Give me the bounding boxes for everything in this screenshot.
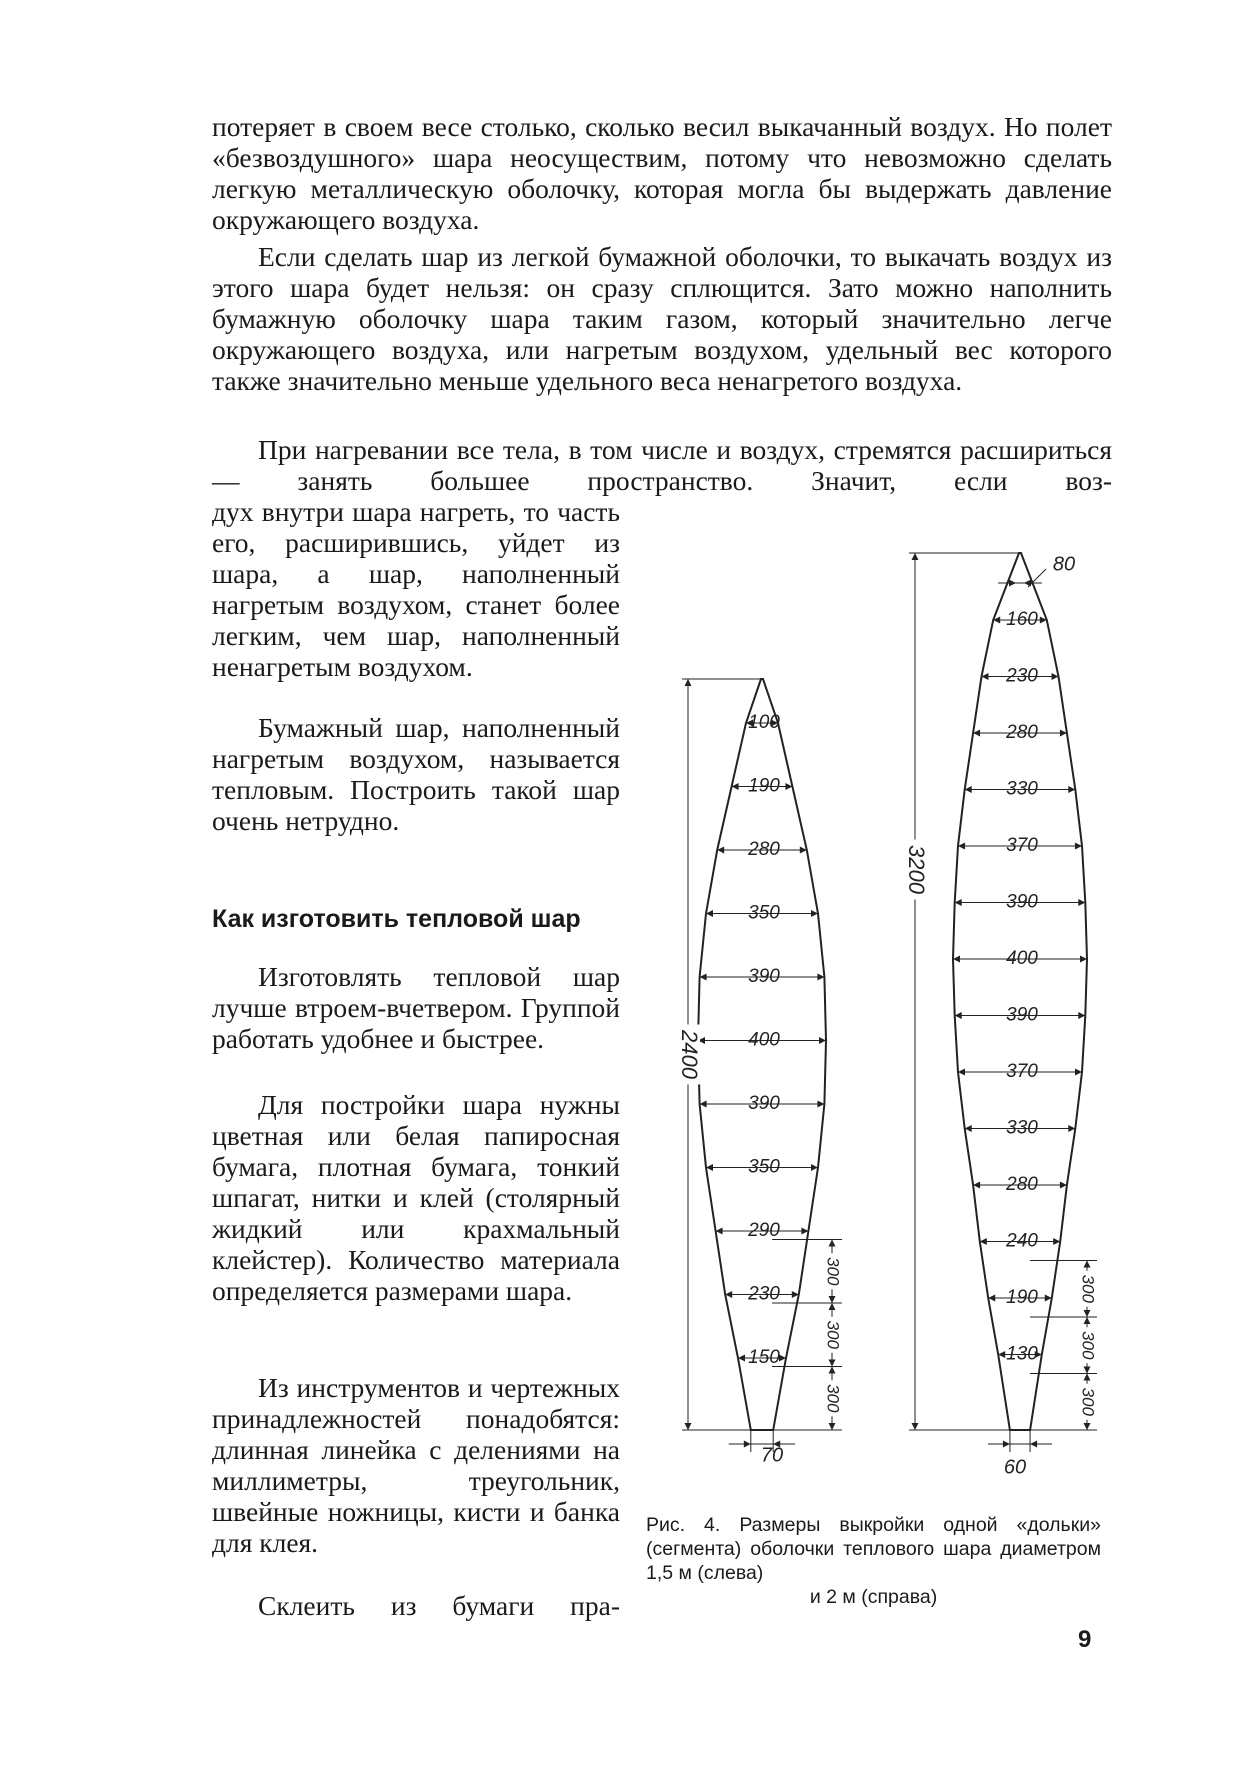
right_gore-top-width-label: 80 [1052,553,1076,576]
paragraph-3-start: При нагревании все тела, в том числе и воздух, стремятся расшириться — занять большее пространство. Значит, если воз- [212,434,1112,496]
paragraph-2: Если сделать шар из легкой бумажной оболочки, то выкачать воздух из этого шара будет нельзя: он сразу сплющится. Зато можно наполнить бумажную оболочку шара таким газом, который значительно легче окружающего воздуха, или нагретым воздухом, удельный вес которого также значительно меньше удельного веса ненагретого воздуха. [212,241,1112,396]
left_gore-width-label: 390 [748,966,780,988]
paragraph-5: Изготовлять тепловой шар лучше втроем-вчетвером. Группой работать удобнее и быстрее. [212,961,620,1054]
left_gore-spacing-arrow [829,1423,836,1430]
left_gore-width-label: 290 [748,1220,780,1242]
right_gore-width-label: 370 [1006,835,1038,857]
right_gore-spacing-arrow [1084,1374,1091,1381]
left_gore-spacing-arrow [829,1240,836,1247]
left_gore-spacing-arrow [829,1367,836,1374]
figure-caption [646,1513,1101,1609]
right_gore-bottom-width-label: 60 [1003,1456,1027,1479]
right_gore-width-label: 130 [1006,1343,1038,1365]
right_gore-width-label: 370 [1006,1061,1038,1083]
right_gore-width-label: 190 [1006,1287,1038,1309]
paragraph-8: Склеить из бумаги пра- [258,1590,620,1621]
right_gore-width-label: 390 [1006,1004,1038,1026]
left_gore-width-label: 350 [748,1156,780,1178]
page-number: 9 [1078,1626,1092,1653]
right_gore-width-label: 330 [1006,1117,1038,1139]
left_gore-width-label: 150 [748,1347,780,1369]
right_gore-spacing-label: 300 [1078,1387,1098,1416]
right_gore-width-label: 230 [1006,665,1038,687]
right_gore-height-arrow [912,553,919,560]
paragraph-6: Для постройки шара нужны цветная или белая папиросная бумага, плотная бумага, тонкий шпагат, нитки и клей (столярный жидкий или крахмальный клейстер). Количество материала определяется размерами шара. [212,1089,620,1306]
right_gore-height-label: 3200 [904,845,930,894]
right_gore-spacing-arrow [1084,1317,1091,1324]
right_gore-spacing-arrow [1084,1367,1091,1374]
left_gore-width-label: 350 [748,902,780,924]
right_gore-width-label: 240 [1006,1230,1038,1252]
left_gore-height-label: 2400 [677,1030,703,1079]
left_gore-spacing-label: 300 [823,1320,843,1349]
left_gore-width-label: 230 [748,1283,780,1305]
left_gore-spacing-arrow [829,1360,836,1367]
left_gore-spacing-arrow [829,1296,836,1303]
left_gore-spacing-label: 300 [823,1257,843,1286]
right_gore-bottom-width-arrow [1003,1441,1010,1448]
right_gore-spacing-label: 300 [1078,1274,1098,1303]
gore-pattern-drawing [650,535,1120,1510]
figure-caption-last: и 2 м (справа) [809,1586,938,1608]
right_gore-height-arrow [912,1423,919,1430]
right_gore-spacing-arrow [1084,1423,1091,1430]
right_gore-width-label: 160 [1006,609,1038,631]
section-heading: Как изготовить тепловой шар [212,905,581,933]
right_gore-width-label: 280 [1006,1174,1038,1196]
left_gore-width-label: 190 [748,775,780,797]
right_gore-width-label: 390 [1006,891,1038,913]
right_gore-spacing-arrow [1084,1310,1091,1317]
paragraph-7: Из инструментов и чертежных принадлежностей понадобятся: длинная линейка с делениями на миллиметры, треугольник, швейные ножницы, кисти и банка для клея. [212,1372,620,1558]
paragraph-1: потеряет в своем весе столько, сколько весил выкачанный воздух. Но полет «безвоздушного» шара неосуществим, потому что невозможно сделать легкую металлическую оболочку, которая могла бы выдержать давление окружающего воздуха. [212,111,1112,235]
right_gore-bottom-width-arrow [1030,1441,1037,1448]
figure-caption-main: Рис. 4. Размеры выкройки одной «дольки» (сегмента) оболочки теплового шара диаметром 1,5 м (слева) [646,1514,1101,1584]
right_gore-width-label: 400 [1006,948,1038,970]
right_gore-top-width-arrow [1009,580,1016,587]
right_gore-width-label: 280 [1006,722,1038,744]
left_gore-bottom-width-arrow [744,1441,751,1448]
left_gore-width-label: 390 [748,1093,780,1115]
gore-pattern-figure [650,535,1120,1510]
left_gore-spacing-arrow [829,1303,836,1310]
right_gore-spacing-arrow [1084,1261,1091,1268]
paragraph-3-end: дух внутри шара нагреть, то часть его, расширившись, уйдет из шара, а шар, наполненный нагретым воздухом, станет более легким, чем шар, наполненный ненагретым воздухом. [212,496,620,682]
left_gore-height-arrow [685,679,692,686]
left_gore-width-label: 400 [748,1029,780,1051]
left_gore-width-label: 100 [748,712,780,734]
left_gore-spacing-label: 300 [823,1384,843,1413]
right_gore-width-label: 330 [1006,778,1038,800]
right_gore-spacing-label: 300 [1078,1331,1098,1360]
paragraph-4: Бумажный шар, наполненный нагретым воздухом, называется тепловым. Построить такой шар очень нетрудно. [212,712,620,836]
left_gore-height-arrow [685,1423,692,1430]
left_gore-width-label: 280 [748,839,780,861]
left_gore-bottom-width-label: 70 [760,1444,784,1467]
